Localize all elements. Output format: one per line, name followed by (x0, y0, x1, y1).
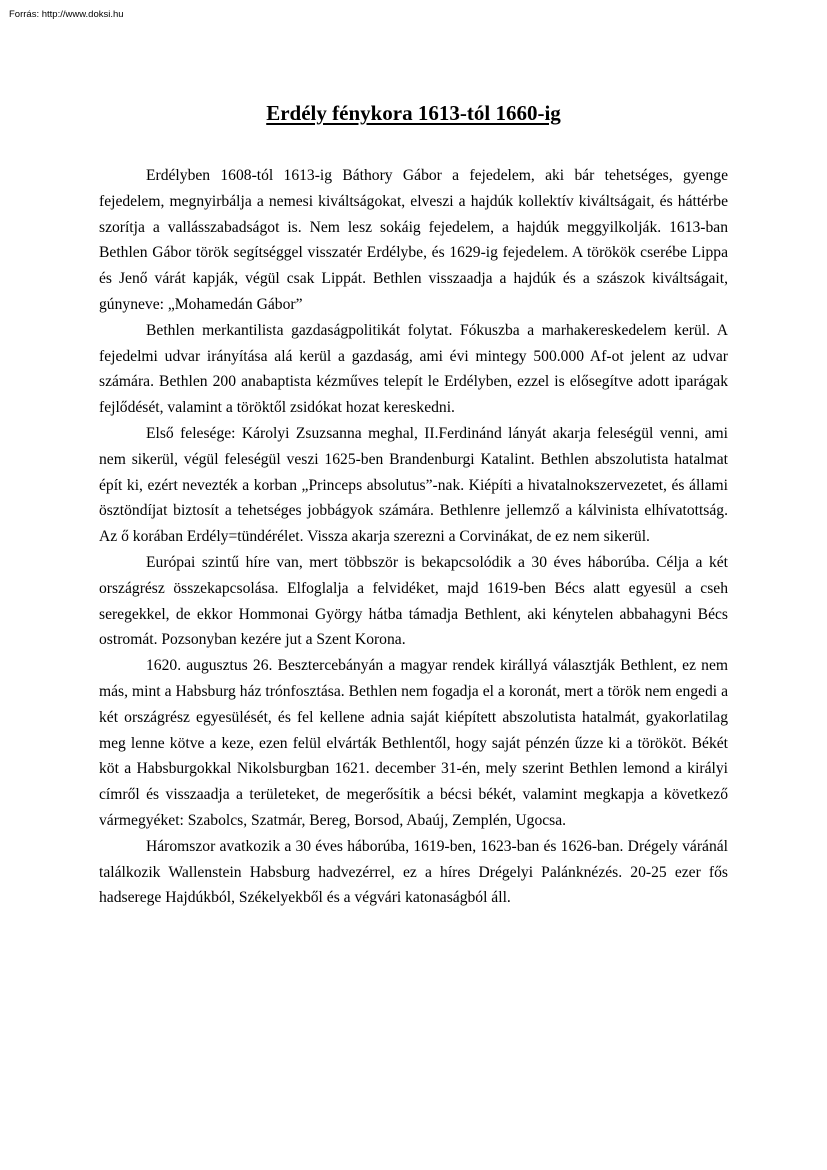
paragraph: Európai szintű híre van, mert többször is bekapcsolódik a 30 éves háborúba. Célja a két országrész összekapcsolása. Elfoglalja a felvidéket, majd 1619-ben Bécs alatt egyesül a cseh seregekkel, de ekkor Hommonai György hátba támadja Bethlent, aki kénytelen abbahagyni Bécs ostromát. Pozsonyban kezére jut a Szent Korona. (99, 553, 728, 649)
paragraph: Első felesége: Károlyi Zsuzsanna meghal, II.Ferdinánd lányát akarja feleségül venni, ami nem sikerül, végül feleségül veszi 1625-ben Brandenburgi Katalint. Bethlen abszolutista hatalmat épít ki, ezért nevezték a korban „Princeps absolutus”-nak. Kiépíti a hivatalnokszervezetet, és állami ösztöndíjat biztosít a tehetséges jobbágyok számára. Bethlenre jellemző a kálvinista elhívatottság. Az ő korában Erdély=tündérélet. Vissza akarja szerezni a Corvinákat, de ez nem sikerül. (99, 424, 728, 546)
page-title: Erdély fénykora 1613-tól 1660-ig (266, 101, 561, 125)
document-body (99, 163, 728, 911)
source-url-label: Forrás: http://www.doksi.hu (9, 9, 124, 20)
paragraph: Erdélyben 1608-tól 1613-ig Báthory Gábor a fejedelem, aki bár tehetséges, gyenge fejedelem, megnyirbálja a nemesi kiváltságokat, elveszi a hajdúk kollektív kiváltságait, és háttérbe szorítja a vallásszabadságot is. Nem lesz sokáig fejedelem, a hajdúk meggyilkolják. 1613-ban Bethlen Gábor török segítséggel visszatér Erdélybe, és 1629-ig fejedelem. A törökök cserébe Lippa és Jenő várát kapják, végül csak Lippát. Bethlen visszaadja a hajdúk és a szászok kiváltságait, gúnyneve: „Mohamedán Gábor” (99, 167, 728, 313)
paragraph: Bethlen merkantilista gazdaságpolitikát folytat. Fókuszba a marhakereskedelem kerül. A fejedelmi udvar irányítása alá kerül a gazdaság, ami évi mintegy 500.000 Af-ot jelent az udvar számára. Bethlen 200 anabaptista kézműves telepít le Erdélyben, ezzel is elősegítve adott iparágak fejlődését, valamint a töröktől zsidókat hozat kereskedni. (99, 321, 728, 417)
paragraph: 1620. augusztus 26. Besztercebányán a magyar rendek királlyá választják Bethlent, ez nem más, mint a Habsburg ház trónfosztása. Bethlen nem fogadja el a koronát, mert a török nem engedi a két országrész egyesülését, és fel kellene adnia saját kiépített abszolutista hatalmát, gyakorlatilag meg lenne kötve a keze, ezen felül elvárták Bethlentől, hogy saját pénzén űzze ki a törököt. Békét köt a Habsburgokkal Nikolsburgban 1621. december 31-én, mely szerint Bethlen lemond a királyi címről és visszaadja a területeket, de megerősítik a bécsi békét, valamint megkapja a következő vármegyéket: Szabolcs, Szatmár, Bereg, Borsod, Abaúj, Zemplén, Ugocsa. (99, 657, 728, 829)
paragraph: Háromszor avatkozik a 30 éves háborúba, 1619-ben, 1623-ban és 1626-ban. Drégely váránál találkozik Wallenstein Habsburg hadvezérrel, ez a híres Drégelyi Palánknézés. 20-25 ezer fős hadserege Hajdúkból, Székelyekből és a végvári katonaságból áll. (99, 837, 728, 907)
